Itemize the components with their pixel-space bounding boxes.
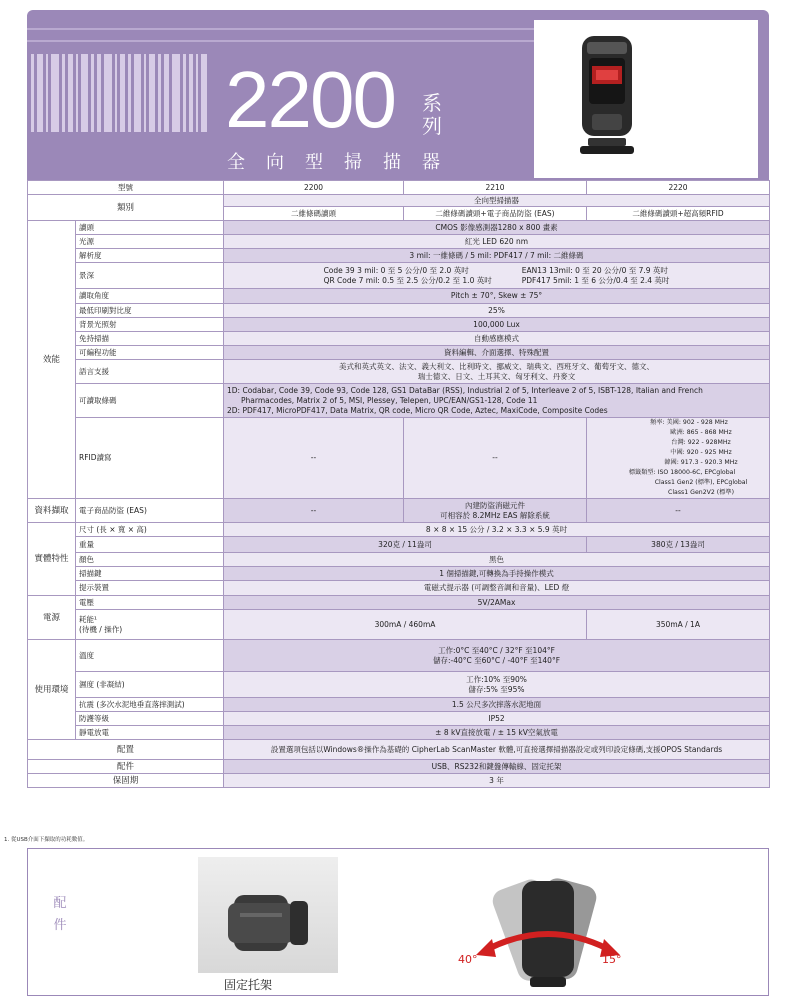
row-label: 可讀取條碼 [76, 384, 224, 418]
row-label: 掃描鍵 [76, 567, 224, 581]
row-value: 1D: Codabar, Code 39, Code 93, Code 128, GS1 DataBar (RSS), Industrial 2 of 5, Interleave 2 of 5, ISBT-128, Italian and French Pharmacodes, Matrix 2 of 5, MSI, Plessey, Telepen, UPC/EAN/GS1-128, Code 11 2D: PDF417, MicroPDF417, Data Matrix, QR code, Micro QR Code, Aztec, MaxiCode, Composite Codes [224, 384, 770, 418]
row-label: 可編程功能 [76, 346, 224, 360]
row-value: 100,000 Lux [224, 318, 770, 332]
tilt-illustration [448, 859, 648, 991]
spec-row [28, 581, 770, 596]
spec-row [28, 304, 770, 318]
row-label: 顏色 [76, 553, 224, 567]
rfid-2200: -- [224, 418, 404, 499]
row-label: 提示裝置 [76, 581, 224, 596]
row-label: 背景光照射 [76, 318, 224, 332]
rfid-2210: -- [404, 418, 587, 499]
consumption-2200-2210: 300mA / 460mA [224, 610, 587, 640]
row-label: 解析度 [76, 249, 224, 263]
row-label: 光源 [76, 235, 224, 249]
model-number: 2200 [225, 55, 395, 144]
angle-right: 15° [602, 953, 622, 966]
spec-row [28, 523, 770, 537]
product-photo [534, 20, 758, 178]
spec-row [28, 221, 770, 235]
row-value: 資料編輯、介面選擇、特殊配置 [224, 346, 770, 360]
row-label: 讀頭 [76, 221, 224, 235]
rfid-2220: 頻率: 美國: 902 - 928 MHz 歐洲: 865 - 868 MHz 台灣: 922 - 928MHz 中國: 920 - 925 MHz 韓國: 917.3 - 920.3 MHz 標籤類型: ISO 18000-6C, EPCglobal Class1 Gen2 (標準), EPCglobal Class1 Gen2V2 (標準) [587, 418, 770, 499]
spec-row [28, 553, 770, 567]
stand-caption: 固定托架 [224, 978, 273, 992]
row-label: 配件 [28, 760, 224, 774]
spec-row [28, 418, 770, 499]
row-label: 免持掃描 [76, 332, 224, 346]
row-value: 1.5 公尺多次摔落水泥地面 [224, 698, 770, 712]
row-label: 防護等級 [76, 712, 224, 726]
model-header-row [28, 181, 770, 195]
row-value: 25% [224, 304, 770, 318]
spec-row [28, 249, 770, 263]
spec-row [28, 537, 770, 553]
row-label: 讀取角度 [76, 289, 224, 304]
decor-line [27, 40, 539, 42]
scanner-image [578, 34, 636, 158]
spec-row [28, 698, 770, 712]
spec-row [28, 289, 770, 304]
group-data: 資料擷取 [28, 499, 76, 523]
angle-left: 40° [458, 953, 478, 966]
series-label: 系 列 [422, 91, 442, 138]
group-environment: 使用環境 [28, 640, 76, 740]
decor-line [27, 28, 539, 30]
row-value: 自動感應模式 [224, 332, 770, 346]
spec-row [28, 712, 770, 726]
weight-2200-2210: 320克 / 11盎司 [224, 537, 587, 553]
group-physical: 實體特性 [28, 523, 76, 596]
barcode-graphic [31, 54, 251, 132]
model-2210: 2210 [404, 181, 587, 195]
row-value: 紅光 LED 620 nm [224, 235, 770, 249]
spec-row [28, 360, 770, 384]
group-power: 電源 [28, 596, 76, 640]
row-label: 語言支援 [76, 360, 224, 384]
eas-2220: -- [587, 499, 770, 523]
model-2200: 2200 [224, 181, 404, 195]
group-performance: 效能 [28, 221, 76, 499]
row-value: 8 × 8 × 15 公分 / 3.2 × 3.3 × 5.9 英吋 [224, 523, 770, 537]
row-value: Code 39 3 mil: 0 至 5 公分/0 至 2.0 英吋 QR Code 7 mil: 0.5 至 2.5 公分/0.2 至 1.0 英吋 EAN13 13mil: 0 至 20 公分/0 至 7.9 英吋 PDF417 5mil: 1 至 6 公分/0.4 至 2.4 英吋 [224, 263, 770, 289]
row-value: 5V/2AMax [224, 596, 770, 610]
row-value: 3 年 [224, 774, 770, 788]
spec-row [28, 332, 770, 346]
spec-row [28, 726, 770, 740]
footnote: 1. 從USB介面下擷取的功耗數值。 [4, 837, 89, 843]
row-value: 黑色 [224, 553, 770, 567]
eas-2200: -- [224, 499, 404, 523]
row-value: 設置選項包括以Windows®操作為基礎的 CipherLab ScanMaster 軟體,可直接選擇掃描器設定或列印設定條碼,支援OPOS Standards [224, 740, 770, 760]
spec-row [28, 567, 770, 581]
arrow-head-left-icon [476, 939, 496, 957]
spec-row [28, 318, 770, 332]
weight-2220: 380克 / 13盎司 [587, 537, 770, 553]
row-value: 工作:10% 至90% 儲存:5% 至95% [224, 672, 770, 698]
category-row [28, 195, 770, 207]
eas-2210: 內建防盜消磁元件 可相容於 8.2MHz EAS 解除系統 [404, 499, 587, 523]
stand-image [198, 857, 338, 973]
spec-row [28, 235, 770, 249]
header-banner [27, 10, 769, 180]
row-value: 工作:0°C 至40°C / 32°F 至104°F 儲存:-40°C 至60°C / -40°F 至140°F [224, 640, 770, 672]
row-value: USB、RS232和鍵盤傳輸線、固定托架 [224, 760, 770, 774]
spec-row [28, 596, 770, 610]
spec-row [28, 346, 770, 360]
row-label: 配置 [28, 740, 224, 760]
category-2210: 二維條碼讀頭+電子商品防盜 (EAS) [404, 207, 587, 221]
row-label: 抗震 (多次水泥地垂直落摔測試) [76, 698, 224, 712]
stand-photo [198, 857, 338, 973]
consumption-2220: 350mA / 1A [587, 610, 770, 640]
row-value: 3 mil: 一維條碼 / 5 mil: PDF417 / 7 mil: 二維條碼 [224, 249, 770, 263]
row-value: 電磁式提示器 (可調整音調和音量)、LED 燈 [224, 581, 770, 596]
row-label: 靜電放電 [76, 726, 224, 740]
model-2220: 2220 [587, 181, 770, 195]
category-shared: 全向型掃描器 [224, 195, 770, 207]
spec-row [28, 740, 770, 760]
row-value: Pitch ± 70°, Skew ± 75° [224, 289, 770, 304]
spec-row [28, 640, 770, 672]
row-value: ± 8 kV直接放電 / ± 15 kV空氣放電 [224, 726, 770, 740]
spec-row [28, 499, 770, 523]
spec-row [28, 384, 770, 418]
row-label: 保固期 [28, 774, 224, 788]
spec-row [28, 263, 770, 289]
accessory-section [27, 848, 769, 996]
row-label: 耗能¹ (待機 / 操作) [76, 610, 224, 640]
row-label: RFID讀寫 [76, 418, 224, 499]
row-label: 最低印刷對比度 [76, 304, 224, 318]
row-value: IP52 [224, 712, 770, 726]
row-label: 尺寸 (長 × 寬 × 高) [76, 523, 224, 537]
spec-row [28, 774, 770, 788]
model-label: 型號 [28, 181, 224, 195]
row-label: 重量 [76, 537, 224, 553]
category-2220: 二維條碼讀頭+超高頻RFID [587, 207, 770, 221]
spec-row [28, 760, 770, 774]
row-value: CMOS 影像感測器1280 x 800 畫素 [224, 221, 770, 235]
accessory-title: 配 件 [53, 896, 67, 933]
row-label: 濕度 (非凝結) [76, 672, 224, 698]
spec-table [27, 180, 770, 788]
spec-row [28, 672, 770, 698]
row-label: 溫度 [76, 640, 224, 672]
row-label: 電子商品防盜 (EAS) [76, 499, 224, 523]
row-value: 美式和英式英文、法文、義大利文、比利時文、挪威文、瑞典文、西班牙文、葡萄牙文、德文、 瑞士德文、日文、土耳其文、匈牙利文、丹麥文 [224, 360, 770, 384]
category-label: 類別 [28, 195, 224, 221]
spec-row [28, 610, 770, 640]
tilt-diagram [448, 859, 648, 991]
product-subtitle: 全向型掃描器 [227, 152, 461, 173]
row-value: 1 個掃描鍵,可轉換為手持操作模式 [224, 567, 770, 581]
category-2200: 二維條碼讀頭 [224, 207, 404, 221]
row-label: 景深 [76, 263, 224, 289]
row-label: 電壓 [76, 596, 224, 610]
